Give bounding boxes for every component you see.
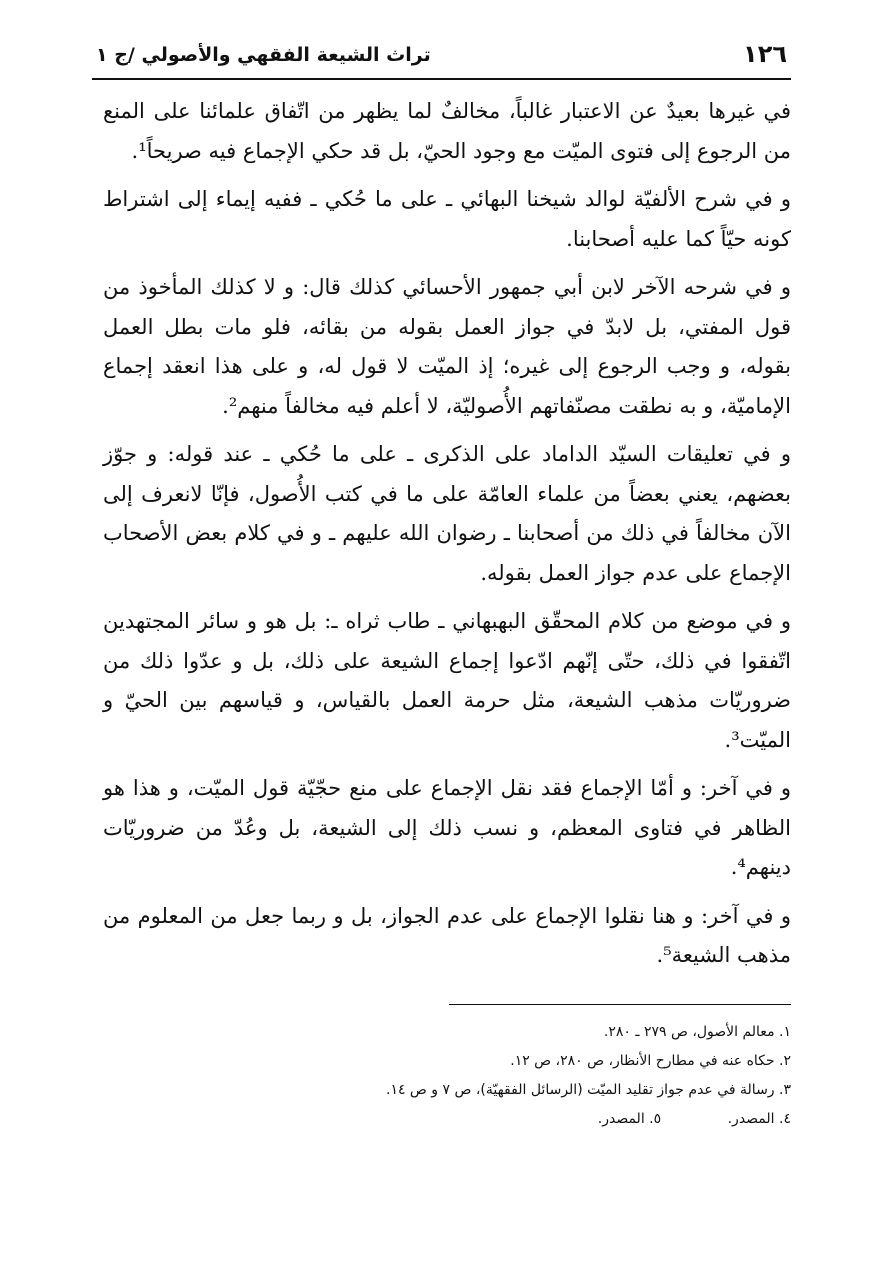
body-text xyxy=(103,92,791,976)
paragraph-7: و في آخر: و هنا نقلوا الإجماع على عدم الجواز، بل و ربما جعل من المعلوم من مذهب الشيعة⁵. xyxy=(103,903,791,967)
footnote-row-4-5 xyxy=(103,1105,791,1134)
footnote-2: ٢. حكاه عنه في مطارح الأنظار، ص ٢٨٠، ص ١٢. xyxy=(510,1053,791,1069)
paragraph-5: و في موضع من كلام المحقّق البهبهاني ـ طاب ثراه ـ: بل هو و سائر المجتهدين اتّفقوا في ذلك، حتّى إنّهم ادّعوا إجماع الشيعة على ذلك، بل و عدّوا ذلك من ضروريّات مذهب الشيعة، مثل حرمة العمل بالقياس، و قياسهم بين الحيّ و الميّت³. xyxy=(103,609,791,752)
footnote-5: ٥. المصدر. xyxy=(597,1111,662,1127)
footnote-separator xyxy=(449,1004,791,1005)
paragraph-3: و في شرحه الآخر لابن أبي جمهور الأحسائي كذلك قال: و لا كذلك المأخوذ من قول المفتي، بل لابدّ في جواز العمل بقوله من بقائه، فلو مات بطل العمل بقوله، و وجب الرجوع إلى غيره؛ إذ الميّت لا قول له، و على هذا انعقد إجماع الإماميّة، و به نطقت مصنّفاتهم الأُصوليّة، لا أعلم فيه مخالفاً منهم². xyxy=(103,275,791,418)
footnote-1: ١. معالم الأصول، ص ٢٧٩ ـ ٢٨٠. xyxy=(603,1024,791,1040)
paragraph-4: و في تعليقات السيّد الداماد على الذكرى ـ على ما حُكي ـ عند قوله: و جوّز بعضهم، يعني بعضاً من علماء العامّة على ما في كتب الأُصول، فإنّا لانعرف إلى الآن مخالفاً في ذلك من أصحابنا ـ رضوان الله عليهم ـ و في كلام بعض الأصحاب الإجماع على عدم جواز العمل بقوله. xyxy=(103,442,791,585)
footnote-4: ٤. المصدر. xyxy=(727,1111,791,1127)
footnote-3: ٣. رسالة في عدم جواز تقليد الميّت (الرسائل الفقهيّة)، ص ٧ و ص ١٤. xyxy=(385,1082,791,1098)
footnotes xyxy=(103,1018,791,1134)
page-number: ١٢٦ xyxy=(743,40,787,68)
running-title: تراث الشيعة الفقهي والأصولي /ج ١ xyxy=(96,44,431,66)
paragraph-1: في غيرها بعيدٌ عن الاعتبار غالباً، مخالفٌ لما يظهر من اتّفاق علمائنا على المنع من الرجوع إلى فتوى الميّت مع وجود الحيّ، بل قد حكي الإجماع فيه صريحاً¹. xyxy=(103,99,791,163)
paragraph-6: و في آخر: و أمّا الإجماع فقد نقل الإجماع على منع حجّيّة قول الميّت، و هذا هو الظاهر في فتاوى المعظم، و نسب ذلك إلى الشيعة، بل وعُدّ من ضروريّات دينهم⁴. xyxy=(103,776,791,879)
page-header xyxy=(92,38,791,80)
paragraph-2: و في شرح الألفيّة لوالد شيخنا البهائي ـ على ما حُكي ـ ففيه إيماء إلى اشتراط كونه حيّاً كما عليه أصحابنا. xyxy=(103,187,791,251)
